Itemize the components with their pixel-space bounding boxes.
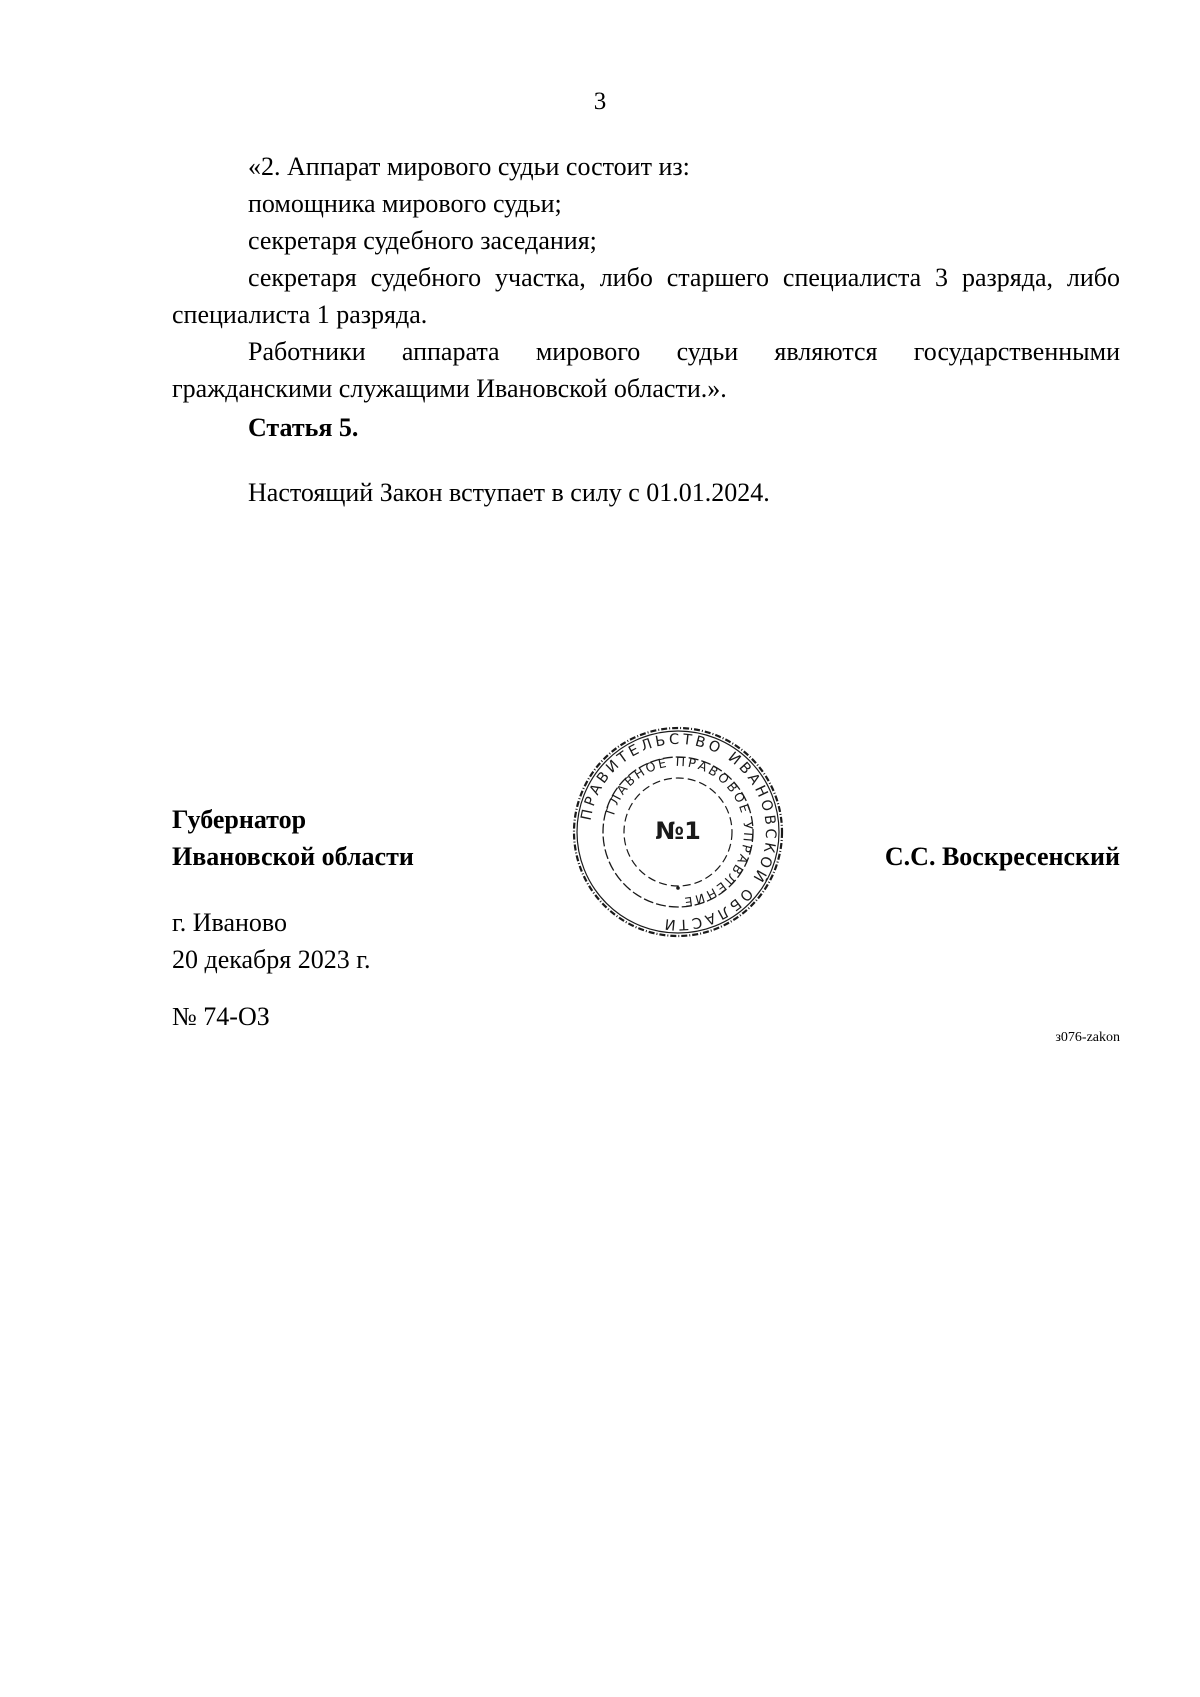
seal-inner-text: ГЛАВНОЕ ПРАВОВОЕ УПРАВЛЕНИЕ xyxy=(602,753,757,910)
article-text: Настоящий Закон вступает в силу с 01.01.2024. xyxy=(248,478,770,507)
place-date xyxy=(172,904,370,978)
article-heading: Статья 5. xyxy=(248,413,359,442)
signatory-role-line: Губернатор xyxy=(172,805,307,834)
signatory-role-line: Ивановской области xyxy=(172,842,414,871)
signatory-role xyxy=(172,801,414,875)
seal-graphic xyxy=(568,722,788,942)
signatory-name: С.С. Воскресенский xyxy=(884,842,1120,871)
seal-center-number: №1 xyxy=(655,817,701,845)
seal-outer-text: ПРАВИТЕЛЬСТВО ИВАНОВСКОЙ ОБЛАСТИ xyxy=(578,731,779,933)
official-seal xyxy=(568,722,788,942)
document-number: № 74-ОЗ xyxy=(172,1002,270,1031)
paragraph: секретаря судебного заседания; xyxy=(248,226,597,255)
paragraph: секретаря судебного участка, либо старшего специалиста 3 разряда, либо специалиста 1 разряда. xyxy=(172,263,1120,329)
page-number: 3 xyxy=(593,88,607,115)
place: г. Иваново xyxy=(172,908,287,937)
date: 20 декабря 2023 г. xyxy=(172,945,371,974)
paragraph: Работники аппарата мирового судьи являются государственными гражданскими служащими Ивановской области.». xyxy=(172,337,1120,403)
file-code: з076-zakon xyxy=(1055,1030,1120,1045)
paragraph: «2. Аппарат мирового судьи состоит из: xyxy=(248,152,690,181)
paragraph: помощника мирового судьи; xyxy=(248,189,562,218)
body-text xyxy=(172,148,1120,407)
